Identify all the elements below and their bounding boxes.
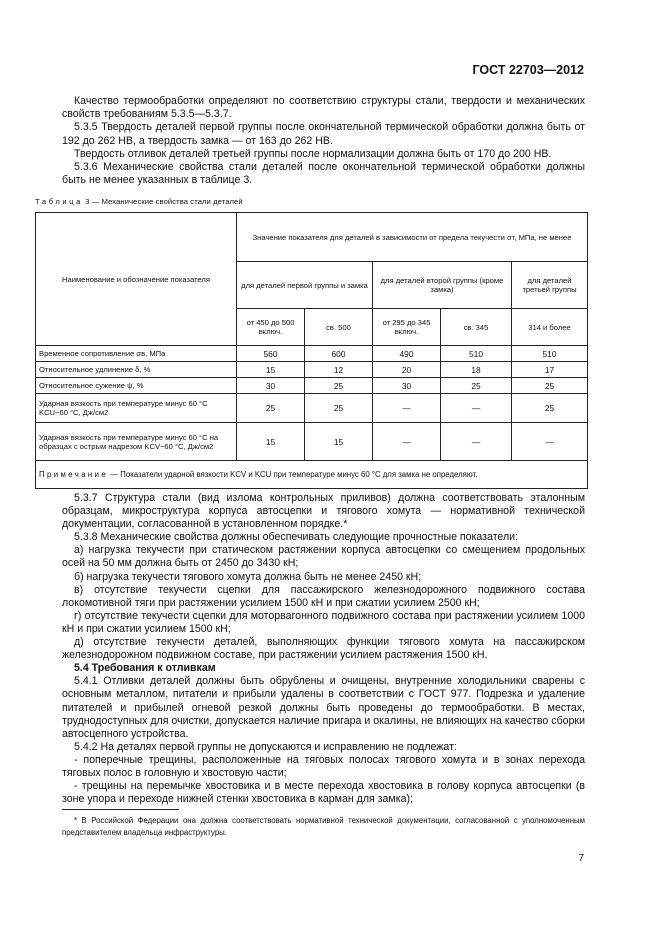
table-row [36, 346, 588, 362]
cell: — [373, 423, 441, 461]
cell: 15 [305, 423, 373, 461]
intro-text [62, 95, 585, 187]
cell: 25 [305, 378, 373, 394]
cell: 510 [441, 346, 512, 362]
cell: 25 [237, 394, 305, 423]
table-note [36, 461, 588, 489]
header-sub: св. 345 [441, 309, 512, 346]
table-caption-prefix: Таблица [35, 197, 83, 206]
cell: 600 [305, 346, 373, 362]
table-note-prefix: Примечание [39, 469, 109, 479]
header-group-2: для деталей второй группы (кроме замка) [373, 262, 512, 309]
row-label: Временное сопротивление σв, МПа [36, 346, 237, 362]
paragraph: 5.3.8 Механические свойства должны обеспечивать следующие прочностные показатели: [74, 531, 519, 544]
paragraph: Твердость отливок деталей третьей группы после нормализации должна быть от 170 до 200 НВ. [74, 147, 552, 160]
paragraph: - поперечные трещины, расположенные на тяговых полосах тягового хомута и в зонах перехода тяговых полос в головную и хвостовую части; [62, 753, 585, 779]
cell: — [441, 394, 512, 423]
document-header: ГОСТ 22703—2012 [472, 63, 584, 77]
row-label: Ударная вязкость при температуре минус 60 °С KCU−60 °С, Дж/см2 [36, 394, 237, 423]
paragraph: 5.3.5 Твердость деталей первой группы после окончательной термической обработки должна быть от 192 до 262 НВ, а твердость замка — от 163 до 262 НВ. [62, 121, 585, 147]
paragraph: 5.3.6 Механические свойства стали деталей после окончательной термической обработки должны быть не менее указанных в таблице 3. [62, 161, 585, 187]
paragraph: Качество термообработки определяют по соответствию структуры стали, твердости и механических свойств требованиям 5.3.5—5.3.7. [62, 95, 585, 121]
table-note-row [36, 461, 588, 489]
cell: — [512, 423, 588, 461]
cell: — [441, 423, 512, 461]
cell: 17 [512, 362, 588, 378]
table-row [36, 362, 588, 378]
cell: — [373, 394, 441, 423]
header-sub: 314 и более [512, 309, 588, 346]
paragraph: 5.4.1 Отливки деталей должны быть обрублены и очищены, внутренние холодильники сварены с основным металлом, питатели и прибыли удалены в соответствии с ГОСТ 977. Подрезка и удаление питателей и прибылей огневой резкой должны быть проведены до термообработки. В местах, труднодоступных для очистки, допускается наличие пригара и окалины, не влияющих на качество сборки автосцепного устройства. [62, 675, 585, 740]
paragraph: д) отсутствие текучести деталей, выполняющих функции тягового хомута на пассажирском железнодорожном подвижном составе, при растяжении усилием растяжения 1500 кН. [62, 636, 585, 662]
footnote: * В Российской Федерации она должна соответствовать нормативной технической документации, согласованной с уполномоченным представителем владельца инфраструктуры. [62, 816, 585, 837]
header-value: Значение показателя для деталей в зависимости от предела текучести σт, МПа, не менее [237, 213, 588, 262]
cell: 15 [237, 423, 305, 461]
footnote-divider [62, 809, 179, 810]
mechanical-properties-table [35, 212, 588, 489]
paragraph: а) нагрузка текучести при статическом растяжении корпуса автосцепки со смещением продольных осей на 50 мм должна быть от 2450 до 3430 кН; [62, 544, 585, 570]
paragraph: г) отсутствие текучести сцепки для моторвагонного подвижного состава при растяжении усилием 1000 кН и при сжатии усилием 1500 кН; [62, 609, 585, 635]
row-label: Относительное удлинение δ, % [36, 362, 237, 378]
cell: 25 [512, 378, 588, 394]
cell: 560 [237, 346, 305, 362]
paragraph: б) нагрузка текучести тягового хомута должна быть не менее 2450 кН; [74, 570, 422, 583]
table-row [36, 423, 588, 461]
header-sub: от 295 до 345 включ. [373, 309, 441, 346]
table-note-text: — Показатели ударной вязкости KCV и KCU при температуре минус 60 °С для замка не определяют. [108, 469, 478, 479]
header-group-1: для деталей первой группы и замка [237, 262, 373, 309]
section-heading: 5.4 Требования к отливкам [74, 662, 216, 675]
cell: 30 [237, 378, 305, 394]
table-caption [35, 197, 243, 206]
table-row [36, 378, 588, 394]
row-label: Ударная вязкость при температуре минус 60 °С на образцах с острым надрезом KCV−60 °С, Дж/см2 [36, 423, 237, 461]
requirements-text [62, 492, 585, 806]
cell: 12 [305, 362, 373, 378]
paragraph: в) отсутствие текучести сцепки для пассажирского железнодорожного подвижного состава локомотивной тяги при растяжении усилием 1500 кН и при сжатии усилием 2500 кН; [62, 583, 585, 609]
paragraph: 5.4.2 На деталях первой группы не допускаются и исправлению не подлежат: [74, 740, 457, 753]
cell: 490 [373, 346, 441, 362]
cell: 15 [237, 362, 305, 378]
header-sub: св. 500 [305, 309, 373, 346]
header-indicator-name: Наименование и обозначение показателя [36, 213, 237, 346]
header-sub: от 450 до 500 включ. [237, 309, 305, 346]
cell: 18 [441, 362, 512, 378]
cell: 510 [512, 346, 588, 362]
paragraph: - трещины на перемычке хвостовика и в месте перехода хвостовика в голову корпуса автосцепки (в зоне упора и переходе нижней стенки хвостовика в карман для замка); [62, 780, 585, 806]
row-label: Относительное сужение ψ, % [36, 378, 237, 394]
table-row [36, 394, 588, 423]
cell: 25 [305, 394, 373, 423]
page-number: 7 [578, 853, 584, 864]
cell: 25 [512, 394, 588, 423]
cell: 25 [441, 378, 512, 394]
paragraph: 5.3.7 Структура стали (вид излома контрольных приливов) должна соответствовать эталонным образцам, микроструктура корпуса автосцепки и тягового хомута — нормативной технической документации, согласованной в установленном порядке.* [62, 492, 585, 531]
header-group-3: для деталей третьей группы [512, 262, 588, 309]
cell: 30 [373, 378, 441, 394]
table-caption-text: 3 — Механические свойства стали деталей [82, 197, 243, 206]
cell: 20 [373, 362, 441, 378]
